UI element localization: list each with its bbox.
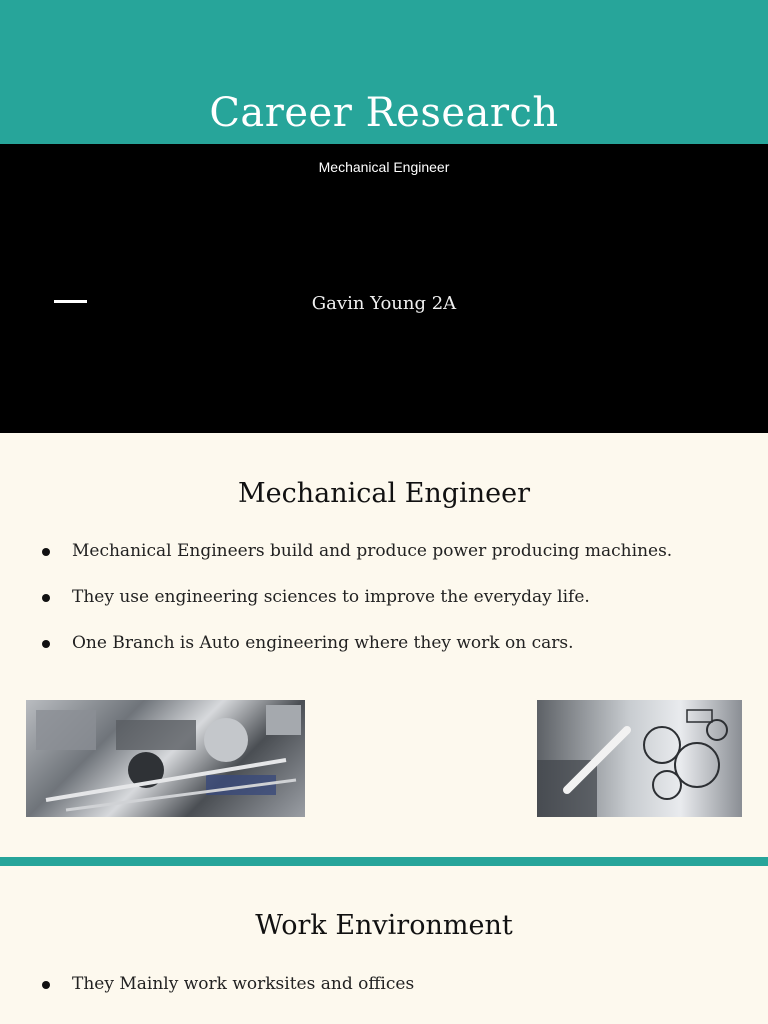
work-environment-bullets — [0, 974, 768, 1020]
mechanical-engineer-bullets — [0, 541, 768, 679]
section-title-work-environment: Work Environment — [255, 910, 513, 941]
list-item: One Branch is Auto engineering where they work on cars. — [0, 633, 768, 679]
list-item: They Mainly work worksites and offices — [0, 974, 768, 1020]
subtitle-band — [0, 144, 768, 433]
bullet-dot-icon — [42, 548, 50, 556]
bullet-dot-icon — [42, 640, 50, 648]
section-divider — [0, 857, 768, 866]
bullet-dot-icon — [42, 594, 50, 602]
title-slide — [0, 0, 768, 433]
gears-sketch-photo — [537, 700, 742, 817]
list-item: Mechanical Engineers build and produce power producing machines. — [0, 541, 768, 587]
section-title-mechanical-engineer: Mechanical Engineer — [238, 478, 530, 509]
bullet-dot-icon — [42, 981, 50, 989]
page-title: Career Research — [209, 90, 559, 136]
author-name: Gavin Young 2A — [311, 293, 457, 314]
page-subtitle: Mechanical Engineer — [318, 159, 450, 175]
list-item: They use engineering sciences to improve the everyday life. — [0, 587, 768, 633]
engine-photo — [26, 700, 305, 817]
